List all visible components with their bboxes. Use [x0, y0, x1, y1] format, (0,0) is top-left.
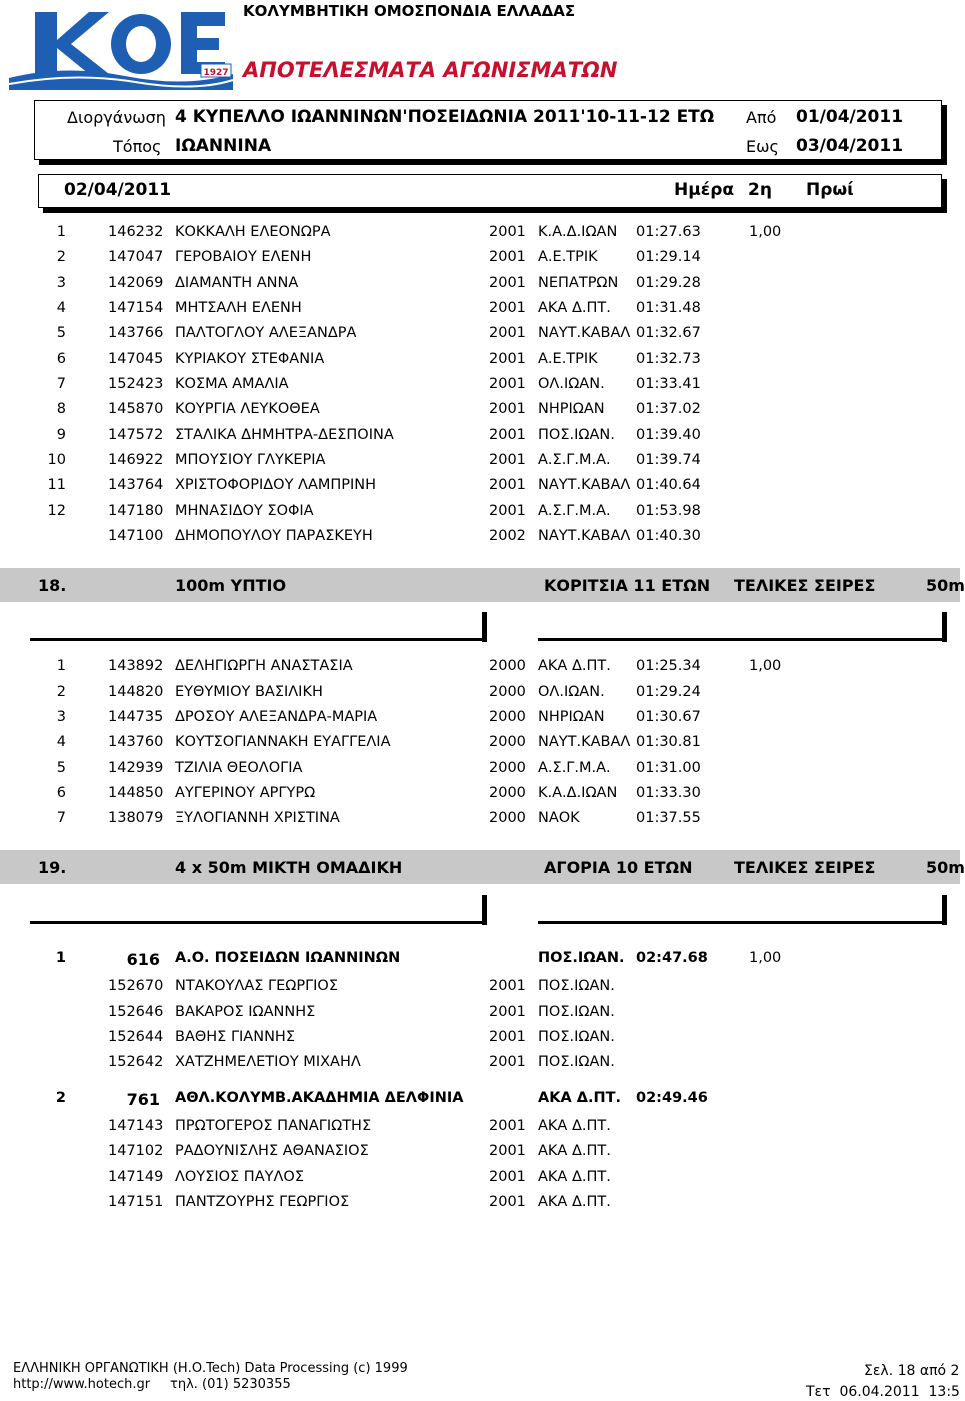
- pool-length: 50m: [926, 576, 965, 595]
- club: ΠΟΣ.ΙΩΑΝ.: [538, 978, 615, 994]
- club: ΝΗΡΙΩΑΝ: [538, 709, 605, 725]
- club: ΑΚΑ Δ.ΠΤ.: [538, 1169, 611, 1185]
- divider: [30, 638, 487, 641]
- swimmer-id: 147102: [108, 1143, 164, 1159]
- swimmer-id: 143760: [108, 734, 164, 750]
- club: ΑΚΑ Δ.ΠΤ.: [538, 1143, 611, 1159]
- place-value: ΙΩΑΝΝΙΝΑ: [175, 136, 272, 156]
- rank: 5: [56, 325, 66, 341]
- footer-phone: τηλ. (01) 5230355: [170, 1377, 291, 1392]
- page-number: Σελ. 18 από 2: [864, 1363, 960, 1379]
- swimmer-id: 144735: [108, 709, 164, 725]
- swimmer-id: 144820: [108, 684, 164, 700]
- rank: 7: [56, 810, 66, 826]
- birth-year: 2001: [489, 249, 526, 265]
- swimmer-id: 147180: [108, 503, 164, 519]
- swimmer-id: 147154: [108, 300, 164, 316]
- club: ΝΑΥΤ.ΚΑΒΑΛ: [538, 325, 631, 341]
- rank: 6: [56, 351, 66, 367]
- event-number: 18.: [38, 576, 67, 595]
- event18-header: [0, 568, 965, 602]
- birth-year: 2001: [489, 452, 526, 468]
- swimmer-name: ΤΖΙΛΙΑ ΘΕΟΛΟΓΙΑ: [175, 760, 303, 776]
- time: 01:39.74: [636, 452, 701, 468]
- rank: 11: [47, 477, 66, 493]
- club: Α.Σ.Γ.Μ.Α.: [538, 760, 611, 776]
- club: ΑΚΑ Δ.ΠΤ.: [538, 1118, 611, 1134]
- birth-year: 2000: [489, 760, 526, 776]
- club: ΟΛ.ΙΩΑΝ.: [538, 684, 605, 700]
- birth-year: 2002: [489, 528, 526, 544]
- swimmer-name: ΡΑΔΟΥΝΙΣΛΗΣ ΑΘΑΝΑΣΙΟΣ: [175, 1143, 369, 1159]
- birth-year: 2001: [489, 275, 526, 291]
- time: 01:31.00: [636, 760, 701, 776]
- rank: 8: [56, 401, 66, 417]
- rank: 3: [56, 275, 66, 291]
- time: 02:47.68: [636, 950, 708, 966]
- club: ΠΟΣ.ΙΩΑΝ.: [538, 1004, 615, 1020]
- birth-year: 2001: [489, 325, 526, 341]
- swimmer-name: ΓΕΡΟΒΑΙΟΥ ΕΛΕΝΗ: [175, 249, 312, 265]
- birth-year: 2001: [489, 427, 526, 443]
- session-date: 02/04/2011: [64, 180, 172, 200]
- time: 01:40.30: [636, 528, 701, 544]
- event-title: 100m ΥΠΤΙΟ: [175, 576, 287, 595]
- club: ΠΟΣ.ΙΩΑΝ.: [538, 950, 625, 966]
- swimmer-name: ΝΤΑΚΟΥΛΑΣ ΓΕΩΡΓΙΟΣ: [175, 978, 339, 994]
- print-timestamp: Τετ 06.04.2011 13:5: [806, 1384, 960, 1400]
- time: 01:31.48: [636, 300, 701, 316]
- time: 01:37.02: [636, 401, 701, 417]
- rank: 9: [56, 427, 66, 443]
- footer-company: ΕΛΛΗΝΙΚΗ ΟΡΓΑΝΩΤΙΚΗ (Η.Ο.Tech) Data Processing (c) 1999: [13, 1361, 408, 1376]
- swimmer-id: 143892: [108, 658, 164, 674]
- swimmer-name: ΒΑΚΑΡΟΣ ΙΩΑΝΝΗΣ: [175, 1004, 316, 1020]
- birth-year: 2000: [489, 810, 526, 826]
- rank: 1: [56, 658, 66, 674]
- day-value: 2η: [748, 180, 772, 200]
- swimmer-name: ΔΙΑΜΑΝΤΗ ΑΝΝΑ: [175, 275, 299, 291]
- time-of-day: Πρωί: [806, 180, 854, 200]
- club: ΑΚΑ Δ.ΠΤ.: [538, 300, 611, 316]
- time: 01:30.67: [636, 709, 701, 725]
- club: ΑΚΑ Δ.ΠΤ.: [538, 1194, 611, 1210]
- swimmer-name: ΧΑΤΖΗΜΕΛΕΤΙΟΥ ΜΙΧΑΗΛ: [175, 1054, 361, 1070]
- time: 01:39.40: [636, 427, 701, 443]
- birth-year: 2001: [489, 401, 526, 417]
- swimmer-name: ΑΥΓΕΡΙΝΟΥ ΑΡΓΥΡΩ: [175, 785, 316, 801]
- svg-text:1927: 1927: [203, 68, 229, 78]
- rank: 2: [55, 1090, 66, 1106]
- birth-year: 2001: [489, 503, 526, 519]
- club: ΠΟΣ.ΙΩΑΝ.: [538, 1029, 615, 1045]
- swimmer-id: 138079: [108, 810, 164, 826]
- club: ΠΟΣ.ΙΩΑΝ.: [538, 427, 615, 443]
- swimmer-id: 152642: [108, 1054, 164, 1070]
- place-label: Τόπος: [113, 137, 162, 156]
- swimmer-id: 152644: [108, 1029, 164, 1045]
- swimmer-id: 142939: [108, 760, 164, 776]
- rank: 4: [56, 734, 66, 750]
- club: Κ.Α.Δ.ΙΩΑΝ: [538, 224, 618, 240]
- time: 01:33.30: [636, 785, 701, 801]
- swimmer-id: 147572: [108, 427, 164, 443]
- swimmer-name: ΣΤΑΛΙΚΑ ΔΗΜΗΤΡΑ-ΔΕΣΠΟΙΝΑ: [175, 427, 394, 443]
- birth-year: 2000: [489, 658, 526, 674]
- swimmer-id: 152423: [108, 376, 164, 392]
- club: Α.Σ.Γ.Μ.Α.: [538, 452, 611, 468]
- birth-year: 2001: [489, 1029, 526, 1045]
- team-name: Α.Ο. ΠΟΣΕΙΔΩΝ ΙΩΑΝΝΙΝΩΝ: [175, 950, 401, 966]
- team-name: ΑΘΛ.ΚΟΛΥΜΒ.ΑΚΑΔΗΜΙΑ ΔΕΛΦΙΝΙΑ: [175, 1090, 464, 1106]
- birth-year: 2001: [489, 351, 526, 367]
- rank: 6: [56, 785, 66, 801]
- club: Κ.Α.Δ.ΙΩΑΝ: [538, 785, 618, 801]
- rank: 5: [56, 760, 66, 776]
- swimmer-id: 147100: [108, 528, 164, 544]
- from-date: 01/04/2011: [796, 107, 904, 127]
- birth-year: 2000: [489, 709, 526, 725]
- time: 01:29.28: [636, 275, 701, 291]
- swimmer-id: 142069: [108, 275, 164, 291]
- divider: [538, 921, 947, 924]
- from-label: Από: [746, 108, 777, 127]
- birth-year: 2001: [489, 300, 526, 316]
- swimmer-name: ΕΥΘΥΜΙΟΥ ΒΑΣΙΛΙΚΗ: [175, 684, 323, 700]
- rank: 1: [55, 950, 66, 966]
- day-label: Ημέρα: [674, 180, 735, 200]
- swimmer-id: 152646: [108, 1004, 164, 1020]
- birth-year: 2001: [489, 224, 526, 240]
- club: Α.Ε.ΤΡΙΚ: [538, 249, 598, 265]
- swimmer-name: ΞΥΛΟΓΙΑΝΝΗ ΧΡΙΣΤΙΝΑ: [175, 810, 340, 826]
- swimmer-name: ΔΡΟΣΟΥ ΑΛΕΞΑΝΔΡΑ-ΜΑΡΙΑ: [175, 709, 378, 725]
- time: 01:25.34: [636, 658, 701, 674]
- organizer-value: 4 ΚΥΠΕΛΛΟ ΙΩΑΝΝΙΝΩΝ'ΠΟΣΕΙΔΩΝΙΑ 2011'10-11-12 ΕΤΩ: [175, 107, 715, 127]
- swimmer-id: 152670: [108, 978, 164, 994]
- time: 01:33.41: [636, 376, 701, 392]
- swimmer-id: 147151: [108, 1194, 164, 1210]
- rank: 2: [56, 684, 66, 700]
- time: 01:27.63: [636, 224, 701, 240]
- swimmer-id: 147149: [108, 1169, 164, 1185]
- swimmer-name: ΠΑΝΤΖΟΥΡΗΣ ΓΕΩΡΓΙΟΣ: [175, 1194, 350, 1210]
- swimmer-id: 145870: [108, 401, 164, 417]
- time: 01:32.73: [636, 351, 701, 367]
- club: ΝΗΡΙΩΑΝ: [538, 401, 605, 417]
- event-round: ΤΕΛΙΚΕΣ ΣΕΙΡΕΣ: [734, 576, 876, 595]
- team-id: 761: [126, 1090, 160, 1109]
- swimmer-id: 147143: [108, 1118, 164, 1134]
- time: 01:32.67: [636, 325, 701, 341]
- swimmer-id: 144850: [108, 785, 164, 801]
- event-number: 19.: [38, 858, 67, 877]
- swimmer-name: ΠΡΩΤΟΓΕΡΟΣ ΠΑΝΑΓΙΩΤΗΣ: [175, 1118, 372, 1134]
- points: 1,00: [749, 950, 782, 966]
- rank: 2: [56, 249, 66, 265]
- club: ΝΑΟΚ: [538, 810, 580, 826]
- swimmer-name: ΚΟΥΤΣΟΓΙΑΝΝΑΚΗ ΕΥΑΓΓΕΛΙΑ: [175, 734, 391, 750]
- swimmer-name: ΛΟΥΣΙΟΣ ΠΑΥΛΟΣ: [175, 1169, 304, 1185]
- pool-length: 50m: [926, 858, 965, 877]
- swimmer-name: ΚΟΥΡΓΙΑ ΛΕΥΚΟΘΕΑ: [175, 401, 320, 417]
- club: ΑΚΑ Δ.ΠΤ.: [538, 658, 611, 674]
- birth-year: 2001: [489, 1143, 526, 1159]
- swimmer-id: 143764: [108, 477, 164, 493]
- swimmer-id: 147047: [108, 249, 164, 265]
- rank: 3: [56, 709, 66, 725]
- club: ΝΑΥΤ.ΚΑΒΑΛ: [538, 477, 631, 493]
- event19-header: [0, 850, 965, 884]
- rank: 1: [56, 224, 66, 240]
- club: ΠΟΣ.ΙΩΑΝ.: [538, 1054, 615, 1070]
- rank: 12: [47, 503, 66, 519]
- footer-website[interactable]: http://www.hotech.gr: [13, 1377, 151, 1392]
- birth-year: 2001: [489, 978, 526, 994]
- swimmer-id: 146232: [108, 224, 164, 240]
- swimmer-id: 147045: [108, 351, 164, 367]
- time: 02:49.46: [636, 1090, 708, 1106]
- club: ΝΑΥΤ.ΚΑΒΑΛ: [538, 528, 631, 544]
- club: ΑΚΑ Δ.ΠΤ.: [538, 1090, 621, 1106]
- swimmer-name: ΔΗΜΟΠΟΥΛΟΥ ΠΑΡΑΣΚΕΥΗ: [175, 528, 373, 544]
- swimmer-name: ΚΟΚΚΑΛΗ ΕΛΕΟΝΩΡΑ: [175, 224, 331, 240]
- time: 01:40.64: [636, 477, 701, 493]
- swimmer-name: ΠΑΛΤΟΓΛΟΥ ΑΛΕΞΑΝΔΡΑ: [175, 325, 357, 341]
- to-date: 03/04/2011: [796, 136, 904, 156]
- club: ΝΑΥΤ.ΚΑΒΑΛ: [538, 734, 631, 750]
- time: 01:30.81: [636, 734, 701, 750]
- document-title: ΑΠΟΤΕΛΕΣΜΑΤΑ ΑΓΩΝΙΣΜΑΤΩΝ: [243, 58, 618, 82]
- time: 01:29.24: [636, 684, 701, 700]
- swimmer-name: ΒΑΘΗΣ ΓΙΑΝΝΗΣ: [175, 1029, 295, 1045]
- swimmer-id: 143766: [108, 325, 164, 341]
- event-round: ΤΕΛΙΚΕΣ ΣΕΙΡΕΣ: [734, 858, 876, 877]
- birth-year: 2001: [489, 1054, 526, 1070]
- swimmer-name: ΚΥΡΙΑΚΟΥ ΣΤΕΦΑΝΙΑ: [175, 351, 325, 367]
- swimmer-id: 146922: [108, 452, 164, 468]
- event-category: ΑΓΟΡΙΑ 10 ΕΤΩΝ: [544, 858, 693, 877]
- time: 01:29.14: [636, 249, 701, 265]
- swimmer-name: ΧΡΙΣΤΟΦΟΡΙΔΟΥ ΛΑΜΠΡΙΝΗ: [175, 477, 377, 493]
- rank: 10: [47, 452, 66, 468]
- divider: [538, 638, 947, 641]
- swimmer-name: ΔΕΛΗΓΙΩΡΓΗ ΑΝΑΣΤΑΣΙΑ: [175, 658, 353, 674]
- swimmer-name: ΜΗΝΑΣΙΔΟΥ ΣΟΦΙΑ: [175, 503, 314, 519]
- rank: 4: [56, 300, 66, 316]
- birth-year: 2001: [489, 1169, 526, 1185]
- swimmer-name: ΜΠΟΥΣΙΟΥ ΓΛΥΚΕΡΙΑ: [175, 452, 326, 468]
- organizer-label: Διοργάνωση: [67, 108, 166, 127]
- birth-year: 2001: [489, 477, 526, 493]
- birth-year: 2001: [489, 376, 526, 392]
- club: ΝΕΠΑΤΡΩΝ: [538, 275, 619, 291]
- event-title: 4 x 50m ΜΙΚΤΗ ΟΜΑΔΙΚΗ: [175, 858, 403, 877]
- time: 01:53.98: [636, 503, 701, 519]
- team-id: 616: [126, 950, 160, 969]
- swimmer-name: ΜΗΤΣΑΛΗ ΕΛΕΝΗ: [175, 300, 302, 316]
- club: Α.Σ.Γ.Μ.Α.: [538, 503, 611, 519]
- event-category: ΚΟΡΙΤΣΙΑ 11 ΕΤΩΝ: [544, 576, 711, 595]
- time: 01:37.55: [636, 810, 701, 826]
- swimmer-name: ΚΟΣΜΑ ΑΜΑΛΙΑ: [175, 376, 289, 392]
- koe-logo: [5, 4, 235, 90]
- birth-year: 2000: [489, 734, 526, 750]
- club: ΟΛ.ΙΩΑΝ.: [538, 376, 605, 392]
- points: 1,00: [749, 224, 782, 240]
- birth-year: 2000: [489, 785, 526, 801]
- club: Α.Ε.ΤΡΙΚ: [538, 351, 598, 367]
- to-label: Εως: [746, 137, 779, 156]
- birth-year: 2001: [489, 1004, 526, 1020]
- rank: 7: [56, 376, 66, 392]
- federation-name: ΚΟΛΥΜΒΗΤΙΚΗ ΟΜΟΣΠΟΝΔΙΑ ΕΛΛΑΔΑΣ: [243, 2, 576, 20]
- points: 1,00: [749, 658, 782, 674]
- birth-year: 2001: [489, 1194, 526, 1210]
- divider: [30, 921, 487, 924]
- birth-year: 2001: [489, 1118, 526, 1134]
- birth-year: 2000: [489, 684, 526, 700]
